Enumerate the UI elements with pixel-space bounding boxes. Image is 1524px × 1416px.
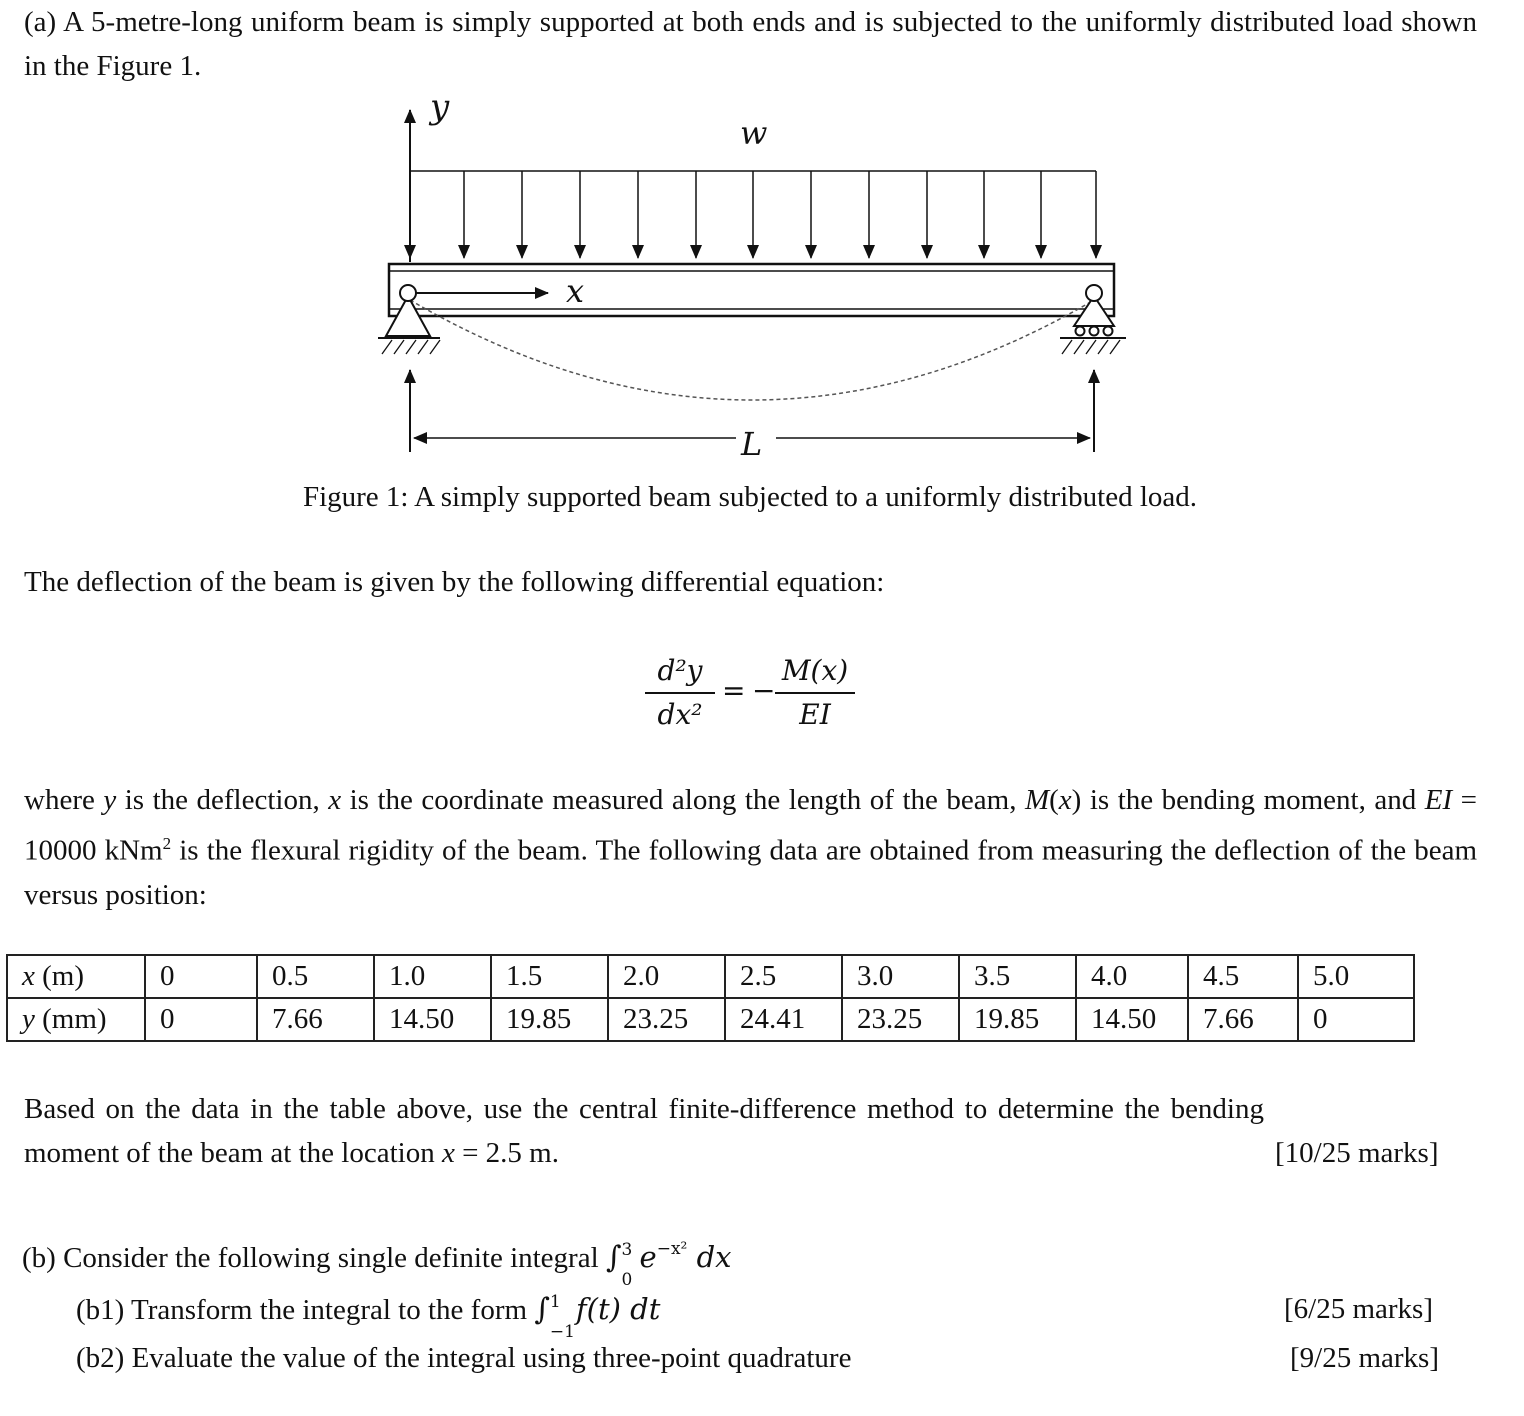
table-cell: 24.41 xyxy=(725,998,842,1041)
part-b2: (b2) Evaluate the value of the integral using three-point quadrature xyxy=(76,1342,852,1374)
figure-caption: Figure 1: A simply supported beam subjected to a uniformly distributed load. xyxy=(302,481,1198,513)
table-row-y xyxy=(7,998,1414,1041)
part-b1: (b1) Transform the integral to the form ∫ 1 −1 f(t) dt xyxy=(76,1292,661,1342)
table-cell: 14.50 xyxy=(1076,998,1188,1041)
equation-rhs-numerator: M(x) xyxy=(781,654,849,687)
table-cell: 0 xyxy=(1298,998,1414,1041)
table-cell: 3.5 xyxy=(959,955,1076,998)
question-paragraph: Based on the data in the table above, use the central finite-difference method to determine the bending moment of the beam at the location x = 2.5 m. xyxy=(24,1093,1264,1169)
table-cell: 0 xyxy=(145,955,257,998)
deflection-intro: The deflection of the beam is given by the following differential equation: xyxy=(24,566,885,598)
table-cell: 14.50 xyxy=(374,998,491,1041)
table-cell: 23.25 xyxy=(842,998,959,1041)
table-cell: 4.5 xyxy=(1188,955,1298,998)
beam-figure xyxy=(0,0,1524,480)
b1-integral-expression: ∫ 1 −1 f(t) dt xyxy=(534,1292,661,1342)
equation-minus-sign: − xyxy=(752,674,776,707)
table-cell: 1.5 xyxy=(491,955,608,998)
label-x: x xyxy=(566,272,585,310)
table-cell: 0 xyxy=(145,998,257,1041)
table-row-x xyxy=(7,955,1414,998)
table-header-y: y (mm) xyxy=(7,998,145,1041)
table-header-x: x (m) xyxy=(7,955,145,998)
label-L: L xyxy=(741,425,763,463)
table-cell: 4.0 xyxy=(1076,955,1188,998)
left-pin-support xyxy=(378,285,440,354)
where-paragraph: where y is the deflection, x is the coordinate measured along the length of the beam, M(x) is the bending moment, and EI = 10000 kNm$^2$ is the flexural rigidity of the beam. The following data are obtained from measuring the deflection of the beam versus position: xyxy=(24,784,1478,911)
right-roller-support xyxy=(1060,285,1126,354)
label-w: w xyxy=(740,114,768,152)
table-cell: 5.0 xyxy=(1298,955,1414,998)
beam xyxy=(389,264,1114,316)
table-cell: 2.5 xyxy=(725,955,842,998)
table-cell: 7.66 xyxy=(257,998,374,1041)
integral-expression: ∫ 3 0 $e^{-x^2}$ dx xyxy=(605,1239,732,1290)
table-cell: 1.0 xyxy=(374,955,491,998)
table-cell: 7.66 xyxy=(1188,998,1298,1041)
equation-rhs-denominator: EI xyxy=(799,698,831,731)
table-cell: 3.0 xyxy=(842,955,959,998)
table-cell: 2.0 xyxy=(608,955,725,998)
part-a-intro: (a) A 5-metre-long uniform beam is simply supported at both ends and is subjected to the uniformly distributed load shown in the Figure 1. xyxy=(24,6,1477,82)
table-cell: 23.25 xyxy=(608,998,725,1041)
differential-equation xyxy=(640,650,880,740)
deflection-data-table xyxy=(6,954,1415,1042)
label-y: y xyxy=(430,87,450,127)
load-arrows xyxy=(410,171,1096,258)
equation-equals-sign: = xyxy=(722,674,746,707)
table-cell: 19.85 xyxy=(491,998,608,1041)
equation-lhs-numerator: d²y xyxy=(657,654,703,687)
table-cell: 0.5 xyxy=(257,955,374,998)
part-a-marks: [10/25 marks] xyxy=(1275,1137,1439,1169)
table-cell: 19.85 xyxy=(959,998,1076,1041)
part-b1-marks: [6/25 marks] xyxy=(1284,1293,1433,1325)
part-b2-marks: [9/25 marks] xyxy=(1290,1342,1439,1374)
part-b-intro: (b) Consider the following single definite integral ∫ 3 0 $e^{-x^2}$ dx xyxy=(22,1239,732,1290)
equation-lhs-denominator: dx² xyxy=(657,698,703,731)
